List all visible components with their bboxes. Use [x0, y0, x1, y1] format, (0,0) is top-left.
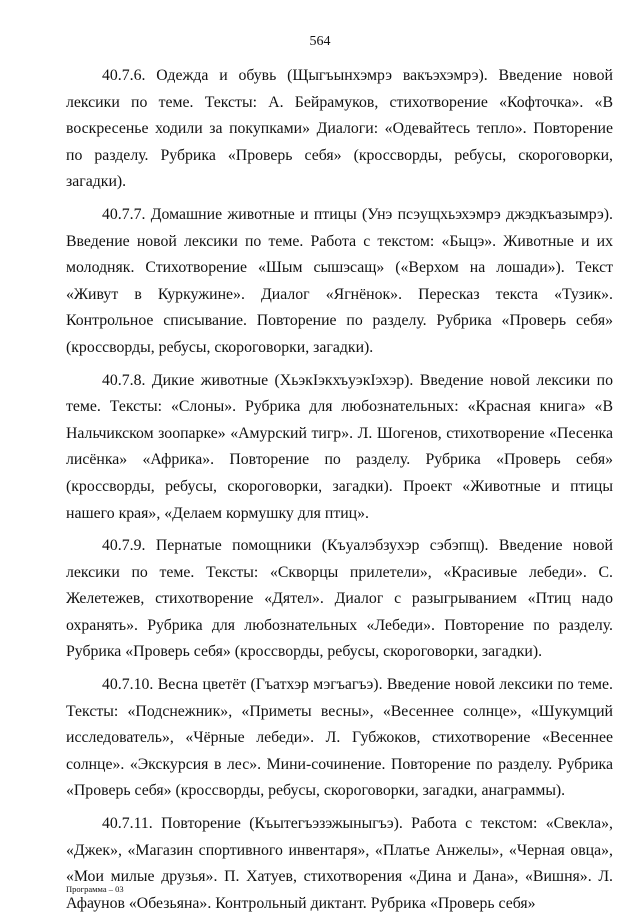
page-number: 564	[309, 34, 331, 49]
paragraph-40-7-7: 40.7.7. Домашние животные и птицы (Унэ псэущхьэхэмрэ джэдкъазымрэ). Введение новой лексики по теме. Работа с текстом: «Быцэ». Животные и их молодняк. Стихотворение «Шым сышэсащ» («Верхом на лошади»). Текст «Живут в Куркужине». Диалог «Ягнёнок». Пересказ текста «Тузик». Контрольное списывание. Повторение по разделу. Рубрика «Проверь себя» (кроссворды, ребусы, скороговорки, загадки).	[66, 205, 613, 356]
paragraph-40-7-9: 40.7.9. Пернатые помощники (Къуалэбзухэр сэбэпщ). Введение новой лексики по теме. Тексты: «Скворцы прилетели», «Красивые лебеди». С. Желетежев, стихотворение «Дятел». Диалог с разыгрыванием «Птиц надо охранять». Рубрика для любознательных «Лебеди». Повторение по разделу. Рубрика «Проверь себя» (кроссворды, ребусы, скороговорки, загадки).	[66, 537, 613, 661]
paragraph-40-7-6: 40.7.6. Одежда и обувь (Щыгъынхэмрэ вакъэхэмрэ). Введение новой лексики по теме. Тексты: А. Бейрамуков, стихотворение «Кофточка». «В воскресенье ходили за покупками» Диалоги: «Одевайтесь тепло». Повторение по разделу. Рубрика «Проверь себя» (кроссворды, ребусы, скороговорки, загадки).	[66, 67, 613, 191]
page-footer: Программа – 03	[66, 884, 124, 894]
paragraph-40-7-8: 40.7.8. Дикие животные (ХьэкIэкхъуэкIэхэр). Введение новой лексики по теме. Тексты: «Слоны». Рубрика для любознательных: «Красная книга» «В Нальчикском зоопарке» «Амурский тигр». Л. Шогенов, стихотворение «Песенка лисёнка» «Африка». Повторение по разделу. Рубрика «Проверь себя» (кроссворды, ребусы, скороговорки, загадки). Проект «Животные и птицы нашего края», «Делаем кормушку для птиц».	[66, 371, 613, 522]
paragraph-40-7-11: 40.7.11. Повторение (Къытегъэзэжыныгъэ). Работа с текстом: «Свекла», «Джек», «Магазин спортивного инвентаря», «Платье Анжелы», «Черная овца», «Мои милые друзья». П. Хатуев, стихотворения «Дина и Дана», «Вишня». Л. Афаунов «Обезьяна». Контрольный диктант. Рубрика «Проверь себя»	[66, 815, 613, 912]
paragraph-40-7-10: 40.7.10. Весна цветёт (Гъатхэр мэгъагъэ). Введение новой лексики по теме. Тексты: «Подснежник», «Приметы весны», «Весеннее солнце», «Шукумций исследователь», «Чёрные лебеди». Л. Губжоков, стихотворение «Весеннее солнце». «Экскурсия в лес». Мини-сочинение. Повторение по разделу. Рубрика «Проверь себя» (кроссворды, ребусы, скороговорки, загадки, анаграммы).	[66, 676, 613, 800]
document-body	[66, 63, 613, 923]
